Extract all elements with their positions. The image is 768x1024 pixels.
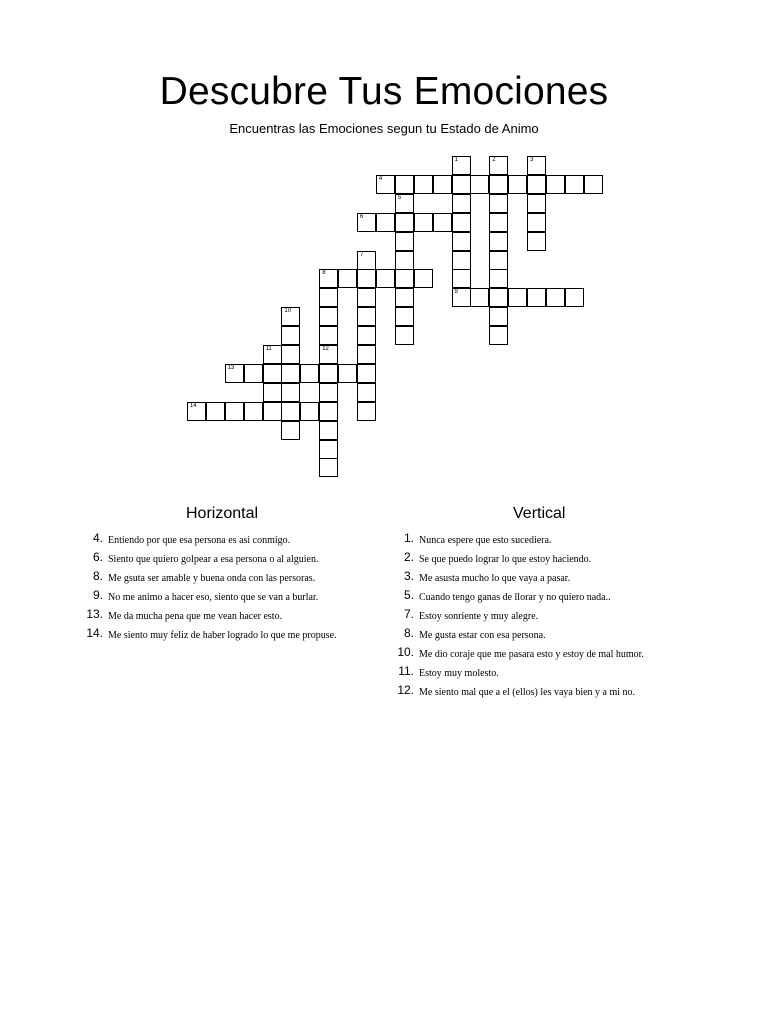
grid-cell[interactable] — [263, 364, 282, 383]
grid-cell[interactable] — [357, 307, 376, 326]
grid-cell[interactable] — [281, 364, 300, 383]
grid-cell[interactable] — [452, 175, 471, 194]
cell-number: 4 — [378, 175, 383, 182]
grid-cell[interactable] — [527, 288, 546, 307]
grid-cell[interactable] — [319, 269, 338, 288]
cell-number: 14 — [189, 402, 197, 409]
grid-cell[interactable] — [452, 194, 471, 213]
clue-item — [395, 550, 715, 567]
grid-cell[interactable] — [319, 383, 338, 402]
clue-item — [84, 607, 374, 624]
clue-number: 14. — [86, 626, 103, 640]
grid-cell[interactable] — [395, 175, 414, 194]
clue-item — [84, 569, 374, 586]
grid-cell[interactable] — [414, 213, 433, 232]
grid-cell[interactable] — [376, 269, 395, 288]
grid-cell[interactable] — [395, 213, 414, 232]
grid-cell[interactable] — [489, 194, 508, 213]
grid-cell[interactable] — [565, 175, 584, 194]
grid-cell[interactable] — [452, 232, 471, 251]
clue-text: No me animo a hacer eso, siento que se van a burlar. — [108, 592, 319, 603]
clue-number: 4. — [92, 531, 103, 545]
clue-text: Me asusta mucho lo que vaya a pasar. — [419, 573, 571, 584]
page-title: Descubre Tus Emociones — [159, 70, 609, 113]
clue-text: Entiendo por que esa persona es asi conmigo. — [108, 535, 291, 546]
grid-cell[interactable] — [263, 345, 282, 364]
grid-cell[interactable] — [319, 345, 338, 364]
clue-number: 8. — [403, 626, 414, 640]
cell-number: 1 — [454, 157, 458, 163]
grid-cell[interactable] — [452, 288, 471, 307]
clue-item — [84, 550, 374, 567]
grid-cell[interactable] — [414, 175, 433, 194]
grid-cell[interactable] — [395, 288, 414, 307]
grid-cell[interactable] — [244, 364, 263, 383]
grid-cell[interactable] — [281, 307, 300, 326]
grid-cell[interactable] — [357, 364, 376, 383]
grid-cell[interactable] — [263, 402, 282, 421]
grid-cell[interactable] — [395, 269, 414, 288]
grid-cell[interactable] — [300, 402, 319, 421]
clue-text: Me dio coraje que me pasara esto y estoy de mal humor. — [419, 649, 644, 660]
grid-cell[interactable] — [433, 213, 452, 232]
grid-cell[interactable] — [527, 156, 546, 175]
grid-cell[interactable] — [527, 232, 546, 251]
clue-item — [84, 588, 374, 605]
grid-cell[interactable] — [338, 364, 357, 383]
grid-cell[interactable] — [395, 232, 414, 251]
grid-cell[interactable] — [376, 213, 395, 232]
grid-cell[interactable] — [263, 383, 282, 402]
clue-text: Nunca espere que esto sucediera. — [419, 535, 552, 546]
grid-cell[interactable] — [395, 307, 414, 326]
grid-cell[interactable] — [357, 288, 376, 307]
grid-cell[interactable] — [414, 269, 433, 288]
grid-cell[interactable] — [319, 458, 338, 477]
cell-number: 10 — [284, 308, 292, 315]
clue-number: 9. — [92, 588, 103, 602]
grid-cell[interactable] — [319, 421, 338, 440]
clue-text: Me siento mal que a el (ellos) les vaya bien y a mi no. — [419, 687, 636, 698]
cell-number: 9 — [454, 289, 458, 296]
clue-number: 1. — [403, 531, 414, 545]
clue-text: Estoy sonriente y muy alegre. — [419, 611, 539, 622]
grid-cell[interactable] — [395, 326, 414, 345]
clue-text: Me gusta estar con esa persona. — [419, 630, 546, 641]
clue-text: Estoy muy molesto. — [419, 668, 499, 679]
clue-item — [395, 607, 715, 624]
clue-item — [84, 531, 374, 548]
clue-item — [395, 645, 715, 662]
grid-cell[interactable] — [546, 175, 565, 194]
clue-text: Me da mucha pena que me vean hacer esto. — [108, 611, 283, 622]
cell-number: 3 — [530, 157, 534, 163]
grid-cell[interactable] — [281, 326, 300, 345]
clue-number: 2. — [403, 550, 414, 564]
cell-number: 12 — [322, 346, 329, 352]
grid-cell[interactable] — [319, 402, 338, 421]
grid-cell[interactable] — [546, 288, 565, 307]
grid-cell[interactable] — [319, 307, 338, 326]
grid-cell[interactable] — [489, 269, 508, 288]
grid-cell[interactable] — [527, 213, 546, 232]
grid-cell[interactable] — [452, 269, 471, 288]
grid-cell[interactable] — [319, 364, 338, 383]
clue-number: 5. — [403, 588, 414, 602]
grid-cell[interactable] — [357, 402, 376, 421]
grid-cell[interactable] — [470, 288, 489, 307]
grid-cell[interactable] — [565, 288, 584, 307]
clue-text: Siento que quiero golpear a esa persona o al alguien. — [108, 554, 319, 565]
grid-cell[interactable] — [395, 251, 414, 270]
grid-cell[interactable] — [470, 175, 489, 194]
grid-cell[interactable] — [489, 232, 508, 251]
grid-cell[interactable] — [281, 383, 300, 402]
grid-cell[interactable] — [244, 402, 263, 421]
grid-cell[interactable] — [508, 288, 527, 307]
horizontal-clue-list — [84, 531, 374, 645]
grid-cell[interactable] — [281, 402, 300, 421]
grid-cell[interactable] — [357, 383, 376, 402]
grid-cell[interactable] — [357, 269, 376, 288]
grid-cell[interactable] — [319, 288, 338, 307]
clue-number: 10. — [397, 645, 414, 659]
clue-number: 3. — [403, 569, 414, 583]
grid-cell[interactable] — [300, 364, 319, 383]
grid-cell[interactable] — [281, 345, 300, 364]
clue-number: 8. — [92, 569, 103, 583]
clue-item — [395, 569, 715, 586]
clue-item — [395, 664, 715, 681]
clue-text: Me gsuta ser amable y buena onda con las persoras. — [108, 573, 316, 584]
grid-cell[interactable] — [527, 175, 546, 194]
vertical-clue-list — [395, 531, 715, 702]
grid-cell[interactable] — [395, 194, 414, 213]
grid-cell[interactable] — [225, 402, 244, 421]
grid-cell[interactable] — [452, 156, 471, 175]
grid-cell[interactable] — [206, 402, 225, 421]
grid-cell[interactable] — [452, 251, 471, 270]
cell-number: 2 — [492, 157, 496, 163]
clue-number: 13. — [86, 607, 103, 621]
page-subtitle: Encuentras las Emociones segun tu Estado de Animo — [229, 121, 539, 136]
grid-cell[interactable] — [489, 307, 508, 326]
grid-cell[interactable] — [225, 364, 244, 383]
clue-item — [395, 683, 715, 700]
grid-cell[interactable] — [376, 175, 395, 194]
clue-item — [395, 588, 715, 605]
vertical-heading: Vertical — [513, 505, 566, 522]
grid-cell[interactable] — [584, 175, 603, 194]
clue-text: Me siento muy feliz de haber logrado lo que me propuse. — [108, 630, 337, 641]
clue-number: 11. — [398, 664, 414, 678]
horizontal-heading: Horizontal — [186, 505, 259, 522]
cell-number: 6 — [360, 213, 364, 220]
cell-number: 5 — [397, 194, 402, 201]
grid-cell[interactable] — [489, 213, 508, 232]
grid-cell[interactable] — [187, 402, 206, 421]
clue-number: 12. — [397, 683, 414, 697]
grid-cell[interactable] — [489, 251, 508, 270]
clue-number: 7. — [403, 607, 414, 621]
grid-cell[interactable] — [489, 326, 508, 345]
clue-text: Cuando tengo ganas de llorar y no quiero nada.. — [419, 592, 611, 603]
cell-number: 11 — [265, 346, 272, 352]
clue-number: 6. — [92, 550, 103, 564]
grid-cell[interactable] — [338, 269, 357, 288]
grid-cell[interactable] — [452, 213, 471, 232]
grid-cell[interactable] — [508, 175, 527, 194]
clue-text: Se que puedo lograr lo que estoy haciendo. — [419, 554, 592, 565]
grid-cell[interactable] — [357, 213, 376, 232]
grid-cell[interactable] — [489, 288, 508, 307]
grid-cell[interactable] — [281, 421, 300, 440]
clue-item — [395, 531, 715, 548]
clue-item — [395, 626, 715, 643]
grid-cell[interactable] — [357, 326, 376, 345]
grid-cell[interactable] — [433, 175, 452, 194]
grid-cell[interactable] — [357, 251, 376, 270]
cell-number: 7 — [360, 251, 364, 258]
grid-cell[interactable] — [489, 175, 508, 194]
cell-number: 8 — [322, 270, 326, 277]
grid-cell[interactable] — [489, 156, 508, 175]
cell-number: 13 — [227, 364, 235, 371]
grid-cell[interactable] — [319, 440, 338, 459]
grid-cell[interactable] — [357, 345, 376, 364]
clue-item — [84, 626, 374, 643]
grid-cell[interactable] — [319, 326, 338, 345]
grid-cell[interactable] — [527, 194, 546, 213]
